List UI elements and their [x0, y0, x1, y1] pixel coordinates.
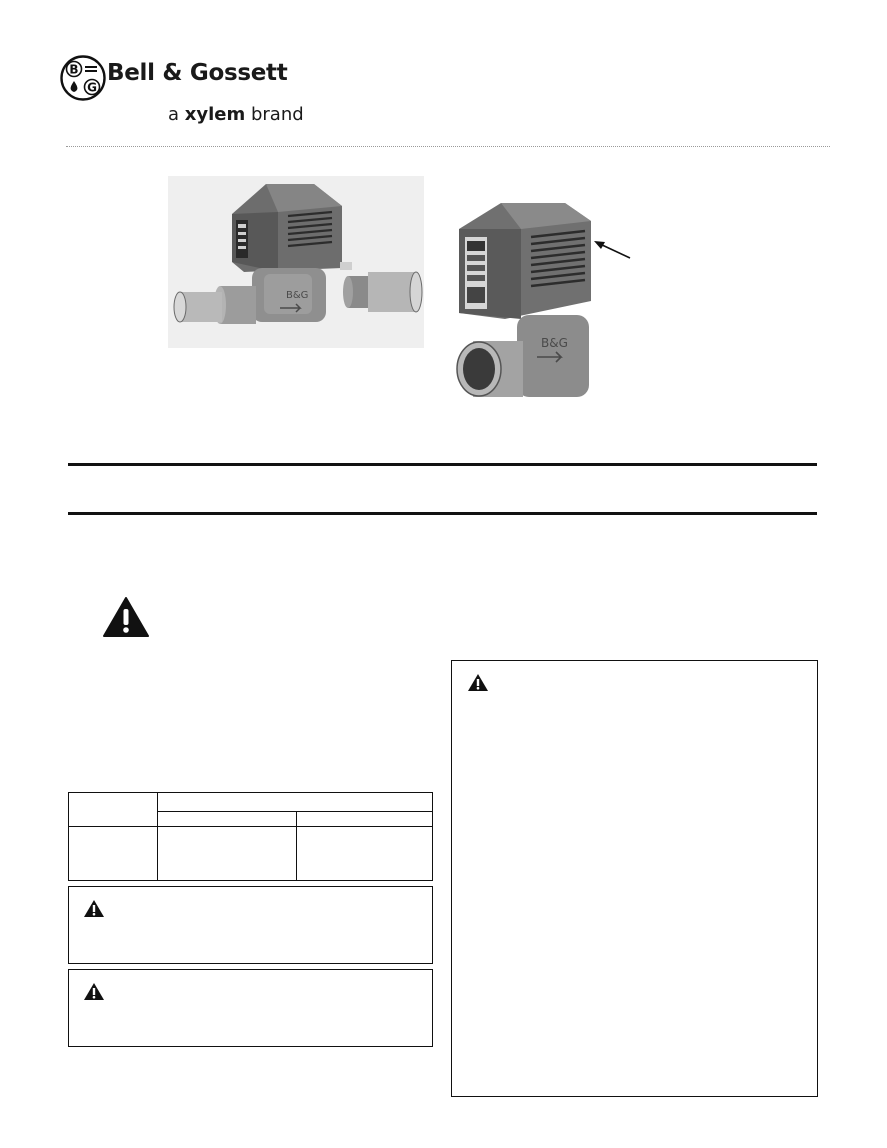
title-rule-top: [68, 463, 817, 466]
brand-name: Bell & Gossett: [107, 60, 288, 86]
table-row-divider: [69, 826, 433, 827]
table-column-divider: [296, 811, 297, 880]
pointer-arrow-icon: [592, 236, 632, 260]
bell-gossett-logo-icon: [60, 54, 106, 102]
zone-valve-photo-left: [168, 176, 424, 348]
svg-text:B&G: B&G: [541, 336, 568, 350]
warning-triangle-icon: [83, 982, 105, 1001]
header-divider: [66, 146, 830, 147]
svg-text:G: G: [87, 80, 97, 95]
table-column-divider: [157, 793, 158, 880]
zone-valve-photo-right: [445, 195, 595, 400]
title-rule-bottom: [68, 512, 817, 515]
brand-tagline: a xylem brand: [168, 104, 304, 125]
warning-box: [68, 886, 433, 964]
warning-box: [68, 969, 433, 1047]
warning-box-large: [451, 660, 818, 1097]
warning-triangle-icon: [467, 673, 489, 692]
spec-table: [68, 792, 433, 881]
table-header-divider: [157, 811, 433, 812]
svg-text:B&G: B&G: [286, 290, 309, 301]
warning-triangle-icon: [83, 899, 105, 918]
warning-triangle-icon: [102, 596, 150, 638]
svg-text:B: B: [69, 62, 79, 77]
